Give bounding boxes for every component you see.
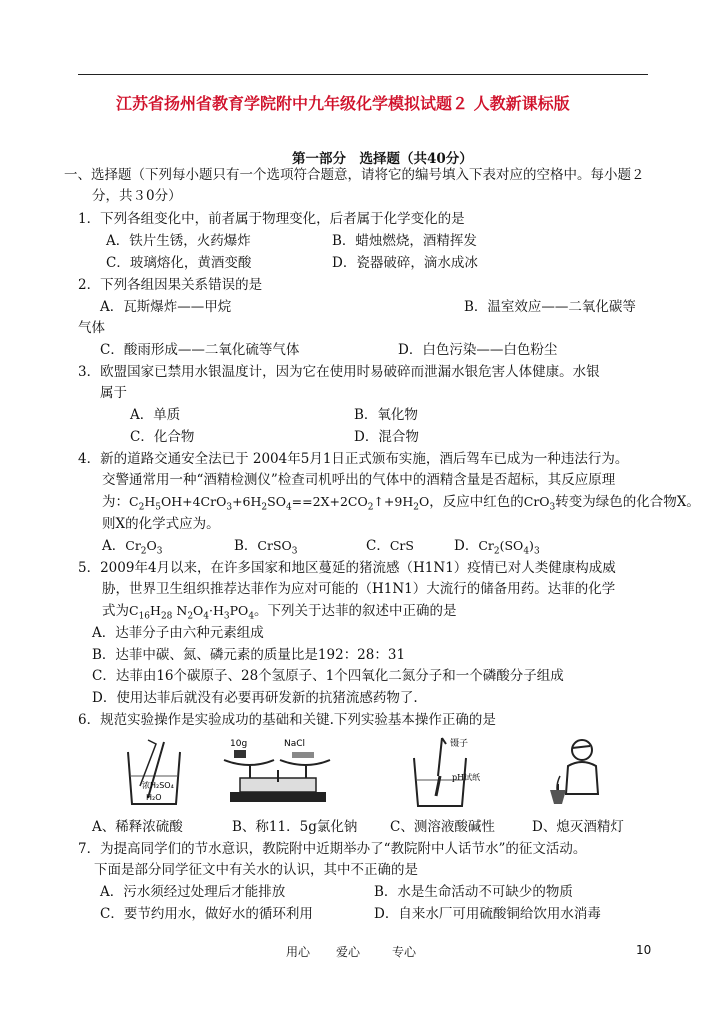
q5-stem-line1: 5．2009年4月以来，在许多国家和地区蔓延的猪流感（H1N1）疫情已对人类健康构成威 [78, 560, 616, 576]
top-rule [78, 74, 648, 75]
q7-option-a: A．污水须经过处理后才能排放 [100, 884, 286, 900]
q6-stem: 6．规范实验操作是实验成功的基础和关键.下列实验基本操作正确的是 [78, 712, 496, 728]
q7-option-c: C．要节约用水，做好水的循环利用 [100, 906, 313, 922]
q4-option-d: D．$Cr_2(SO_4)_3$ [454, 538, 540, 557]
q5-option-a: A．达菲分子由六种元素组成 [92, 625, 264, 641]
q2-option-b-continued: 气体 [78, 320, 105, 336]
q2-option-a: A．瓦斯爆炸——甲烷 [100, 299, 232, 315]
q5-option-b: B．达菲中碳、氮、磷元素的质量比是192：28：31 [92, 647, 406, 663]
q5-stem-line2: 胁，世界卫生组织推荐达菲作为应对可能的（H1N1）大流行的储备用药。达菲的化学 [102, 581, 616, 597]
q6-option-c: C、测溶液酸碱性 [390, 819, 495, 835]
fig-b-label1: 10g [230, 739, 248, 749]
fig-c-label2: pH试纸 [452, 773, 481, 782]
q6-option-b: B、称11．5g氯化钠 [232, 819, 358, 835]
q5-option-d: D．使用达菲后就没有必要再研发新的抗猪流感药物了. [92, 690, 418, 706]
fig-a-label2: H₂O [146, 793, 162, 802]
q2-stem: 2．下列各组因果关系错误的是 [78, 277, 263, 293]
footer-motto-3: 专心 [392, 945, 417, 959]
q3-option-b: B．氧化物 [354, 407, 418, 423]
q4-option-b: B．CrSO$_3$ [234, 538, 298, 557]
q4-stem-line4: 则X的化学式应为。 [102, 516, 220, 532]
footer-motto-2: 爱心 [336, 945, 361, 959]
formula-tamiflu: $C_{16}H_{28}$ $N_2O_4\cdot H_3PO_4$ [129, 603, 255, 622]
q6-option-d: D、熄灭酒精灯 [532, 819, 624, 835]
q3-option-d: D．混合物 [354, 429, 419, 445]
extinguish-lamp-figure [548, 736, 618, 810]
q3-stem-line1: 3．欧盟国家已禁用水银温度计，因为它在使用时易破碎而泄漏水银危害人体健康。水银 [78, 364, 600, 380]
q1-option-b: B．蜡烛燃烧，酒精挥发 [332, 233, 477, 249]
dilute-acid-figure [118, 738, 198, 808]
q1-option-c: C．玻璃熔化，黄酒变酸 [106, 255, 252, 271]
q2-option-c: C．酸雨形成——二氧化硫等气体 [100, 342, 300, 358]
q4-option-c: C．CrS [366, 538, 414, 554]
reaction-equation: $C_2H_5OH+4CrO_3+6H_2SO_4==2X+2CO_2↑+9H_2O$ [129, 494, 430, 513]
q1-option-d: D．瓷器破碎，滴水成冰 [332, 255, 478, 271]
q7-stem-line2: 下面是部分同学征文中有关水的认识，其中不正确的是 [94, 862, 418, 878]
ph-test-figure [406, 736, 506, 810]
page-number: 10 [636, 943, 652, 957]
q5-stem-line3: 式为$C_{16}H_{28}$ $N_2O_4\cdot H_3PO_4$。下列关于达菲的叙述中正确的是 [102, 603, 457, 622]
q7-option-d: D．自来水厂可用硫酸铜给饮用水消毒 [374, 906, 601, 922]
q4-stem-line2: 交警通常用一种“酒精检测仪”检查司机呼出的气体中的酒精含量是否超标，其反应原理 [102, 472, 616, 488]
q4-stem-line3: 为：$C_2H_5OH+4CrO_3+6H_2SO_4==2X+2CO_2↑+9H_2O$，反应中红色的CrO$_3$转变为绿色的化合物X。 [102, 494, 700, 513]
fig-c-label1: 镊子 [450, 739, 469, 749]
q4-option-a: A．$Cr_2O_3$ [102, 538, 163, 557]
q2-option-b: B．温室效应——二氧化碳等 [464, 299, 636, 315]
q3-option-a: A．单质 [130, 407, 181, 423]
part1-instructions-line1: 一、选择题（下列每小题只有一个选项符合题意，请将它的编号填入下表对应的空格中。每小题２ [64, 167, 645, 183]
fig-b-label2: NaCl [284, 739, 306, 749]
formula-cro3: CrO$_3$ [523, 494, 556, 513]
q1-stem: 1．下列各组变化中，前者属于物理变化，后者属于化学变化的是 [78, 211, 465, 227]
q6-option-a: A、稀释浓硫酸 [92, 819, 183, 835]
q3-stem-line2: 属于 [100, 385, 127, 401]
section-title: 第一部分 选择题（共40分） [292, 151, 473, 167]
q4-stem-line1: 4．新的道路交通安全法已于 2004年5月1日正式颁布实施，酒后驾车已成为一种违法行为。 [78, 451, 629, 467]
q7-option-b: B．水是生命活动不可缺少的物质 [374, 884, 573, 900]
q3-option-c: C．化合物 [130, 429, 195, 445]
q7-stem-line1: 7．为提高同学们的节水意识，教院附中近期举办了“教院附中人话节水”的征文活动。 [78, 841, 587, 857]
fig-a-label: 浓H₂SO₄ [142, 781, 174, 790]
part1-instructions-line2: 分，共３0分） [92, 188, 182, 204]
footer-motto-1: 用心 [286, 945, 311, 959]
q1-option-a: A．铁片生锈，火药爆炸 [106, 233, 251, 249]
page-title: 江苏省扬州省教育学院附中九年级化学模拟试题２ 人教新课标版 [116, 94, 570, 113]
balance-figure [220, 736, 340, 808]
q2-option-d: D．白色污染——白色粉尘 [398, 342, 558, 358]
q5-option-c: C．达菲由16个碳原子、28个氢原子、1个四氧化二氮分子和一个磷酸分子组成 [92, 668, 564, 684]
